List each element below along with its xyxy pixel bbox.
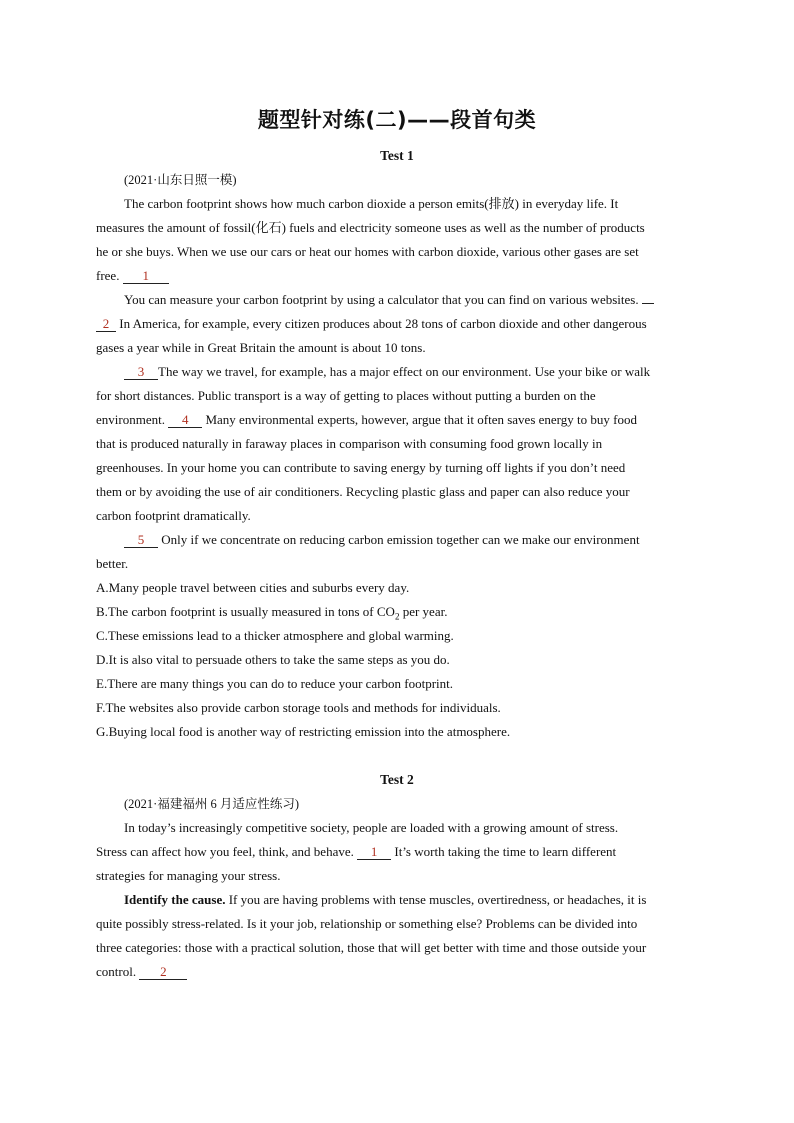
paragraph-heading: Identify the cause. bbox=[124, 892, 226, 907]
passage-line bbox=[96, 840, 701, 864]
passage-line: gases a year while in Great Britain the amount is about 10 tons. bbox=[96, 340, 426, 355]
passage-text: Many environmental experts, however, argue that it often saves energy to buy food bbox=[205, 412, 637, 427]
test1-heading: Test 1 bbox=[380, 148, 414, 163]
option-a: A.Many people travel between cities and suburbs every day. bbox=[96, 580, 410, 595]
option-d: D.It is also vital to persuade others to take the same steps as you do. bbox=[96, 652, 450, 667]
passage-line: better. bbox=[96, 556, 129, 571]
passage-line bbox=[96, 264, 701, 288]
passage-line: In today’s increasingly competitive society, people are loaded with a growing amount of stress. bbox=[124, 820, 619, 835]
passage-line: greenhouses. In your home you can contribute to saving energy by turning off lights if you don’t need bbox=[96, 460, 626, 475]
passage-line: measures the amount of fossil(化石) fuels and electricity someone uses as well as the number of products bbox=[96, 220, 645, 235]
passage-text: It’s worth taking the time to learn different bbox=[394, 844, 617, 859]
blank-2[interactable]: 2 bbox=[96, 317, 116, 332]
passage-line bbox=[96, 408, 701, 432]
passage-text: free. bbox=[96, 268, 120, 283]
passage-text: You can measure your carbon footprint by using a calculator that you can find on various websites. bbox=[124, 292, 639, 307]
passage-line: carbon footprint dramatically. bbox=[96, 508, 251, 523]
option-b-tail: per year. bbox=[399, 604, 448, 619]
page-title: 题型针对练(二)——段首句类 bbox=[257, 108, 537, 132]
blank-2-start[interactable] bbox=[642, 289, 654, 304]
passage-text: environment. bbox=[96, 412, 165, 427]
passage-text: In America, for example, every citizen produces about 28 tons of carbon dioxide and other dangerous bbox=[119, 316, 647, 331]
passage-line: quite possibly stress-related. Is it your job, relationship or something else? Problems can be divided into bbox=[96, 916, 638, 931]
test2-blank-2[interactable]: 2 bbox=[139, 965, 187, 980]
passage-line: strategies for managing your stress. bbox=[96, 868, 281, 883]
option-b bbox=[96, 600, 701, 624]
option-f: F.The websites also provide carbon storage tools and methods for individuals. bbox=[96, 700, 501, 715]
option-g: G.Buying local food is another way of restricting emission into the atmosphere. bbox=[96, 724, 511, 739]
passage-text: Only if we concentrate on reducing carbon emission together can we make our environment bbox=[161, 532, 640, 547]
option-b-text: B.The carbon footprint is usually measured in tons of CO bbox=[96, 604, 395, 619]
passage-line: he or she buys. When we use our cars or heat our homes with carbon dioxide, various other gases are set bbox=[96, 244, 639, 259]
passage-line: for short distances. Public transport is a way of getting to places without putting a burden on the bbox=[96, 388, 596, 403]
passage-line bbox=[96, 960, 701, 984]
passage-text: Stress can affect how you feel, think, and behave. bbox=[96, 844, 354, 859]
blank-5[interactable]: 5 bbox=[124, 533, 158, 548]
passage-text: The way we travel, for example, has a major effect on our environment. Use your bike or walk bbox=[158, 364, 651, 379]
passage-line bbox=[124, 360, 701, 384]
passage-line bbox=[124, 528, 701, 552]
test2-blank-1[interactable]: 1 bbox=[357, 845, 391, 860]
blank-1[interactable]: 1 bbox=[123, 269, 169, 284]
option-c: C.These emissions lead to a thicker atmosphere and global warming. bbox=[96, 628, 454, 643]
test1-source: (2021·山东日照一模) bbox=[124, 173, 237, 187]
co2-subscript: 2 bbox=[394, 611, 400, 622]
test2-heading: Test 2 bbox=[380, 772, 414, 787]
passage-line: that is produced naturally in faraway places in comparison with consuming food grown locally in bbox=[96, 436, 603, 451]
blank-4[interactable]: 4 bbox=[168, 413, 202, 428]
passage-text: If you are having problems with tense muscles, overtiredness, or headaches, it is bbox=[225, 892, 647, 907]
test2-source: (2021·福建福州 6 月适应性练习) bbox=[124, 797, 299, 811]
passage-text: control. bbox=[96, 964, 137, 979]
blank-3[interactable]: 3 bbox=[124, 365, 158, 380]
passage-line: three categories: those with a practical solution, those that will get better with time and those outside your bbox=[96, 940, 647, 955]
passage-line: them or by avoiding the use of air conditioners. Recycling plastic glass and paper can also reduce your bbox=[96, 484, 630, 499]
passage-line bbox=[124, 288, 701, 312]
passage-line bbox=[96, 312, 701, 336]
passage-line bbox=[124, 888, 701, 912]
option-e: E.There are many things you can do to reduce your carbon footprint. bbox=[96, 676, 454, 691]
passage-line: The carbon footprint shows how much carbon dioxide a person emits(排放) in everyday life. It bbox=[124, 196, 619, 211]
